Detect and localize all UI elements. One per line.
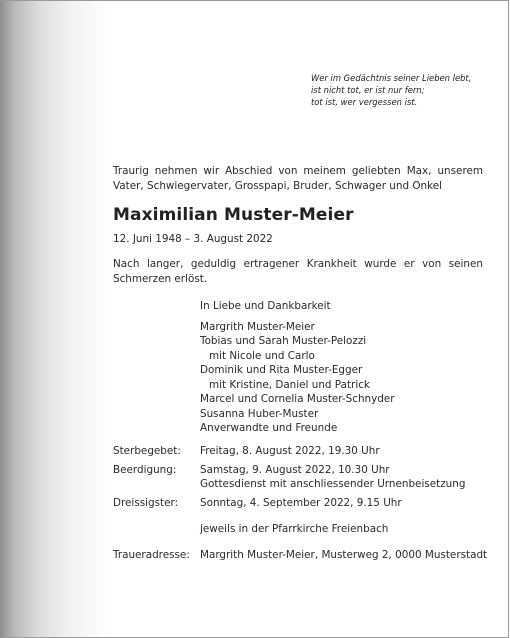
life-dates: 12. Juni 1948 – 3. August 2022: [113, 233, 273, 245]
address-label: Traueradresse:: [113, 549, 190, 561]
address-block: [113, 548, 493, 563]
prayer-value: Freitag, 8. August 2022, 19.30 Uhr: [200, 445, 380, 457]
deceased-name: Maximilian Muster-Meier: [113, 205, 354, 225]
motto-quote: [311, 72, 471, 108]
motto-line-2: ist nicht tot, er ist nur fern;: [311, 85, 425, 95]
mourner-line: mit Nicole und Carlo: [209, 349, 315, 362]
motto-line-1: Wer im Gedächtnis seiner Lieben lebt,: [311, 73, 472, 83]
release-text: Nach langer, geduldig ertragener Krankheit wurde er von seinen Schmerzen erlöst.: [113, 258, 483, 285]
motto-line-3: tot ist, wer vergessen ist.: [311, 97, 418, 107]
address-row: [113, 548, 493, 563]
mourner-line: Anverwandte und Freunde: [200, 422, 338, 434]
mourner-line: Tobias und Sarah Muster-Pelozzi: [200, 335, 367, 347]
thirtieth-label: Dreissigster:: [113, 496, 179, 509]
mourner-line: Marcel und Cornelia Muster-Schnyder: [200, 393, 395, 405]
location-text: jeweils in der Pfarrkirche Freienbach: [200, 523, 389, 535]
mourner-line: mit Kristine, Daniel und Patrick: [209, 378, 370, 391]
prayer-label: Sterbegebet:: [113, 445, 181, 457]
mourner-line: Dominik und Rita Muster-Egger: [200, 364, 363, 376]
intro-text: Traurig nehmen wir Abschied von meinem geliebten Max, unserem Vater, Schwiegervater, Grosspapi, Bruder, Schwager und Onkel: [113, 165, 483, 192]
mourner-line: Margrith Muster-Meier: [200, 320, 315, 333]
mourner-line: Susanna Huber-Muster: [200, 407, 319, 420]
thirtieth-value: Sonntag, 4. September 2022, 9.15 Uhr: [200, 496, 402, 509]
burial-service: Gottesdienst mit anschliessender Urnenbeisetzung: [200, 478, 466, 490]
mourners-block: [200, 299, 395, 436]
address-value: Margrith Muster-Meier, Musterweg 2, 0000 Musterstadt: [200, 549, 488, 561]
burial-label: Beerdigung:: [113, 463, 177, 476]
burial-value: Samstag, 9. August 2022, 10.30 Uhr: [200, 463, 390, 476]
mourners-heading: In Liebe und Dankbarkeit: [200, 300, 331, 312]
